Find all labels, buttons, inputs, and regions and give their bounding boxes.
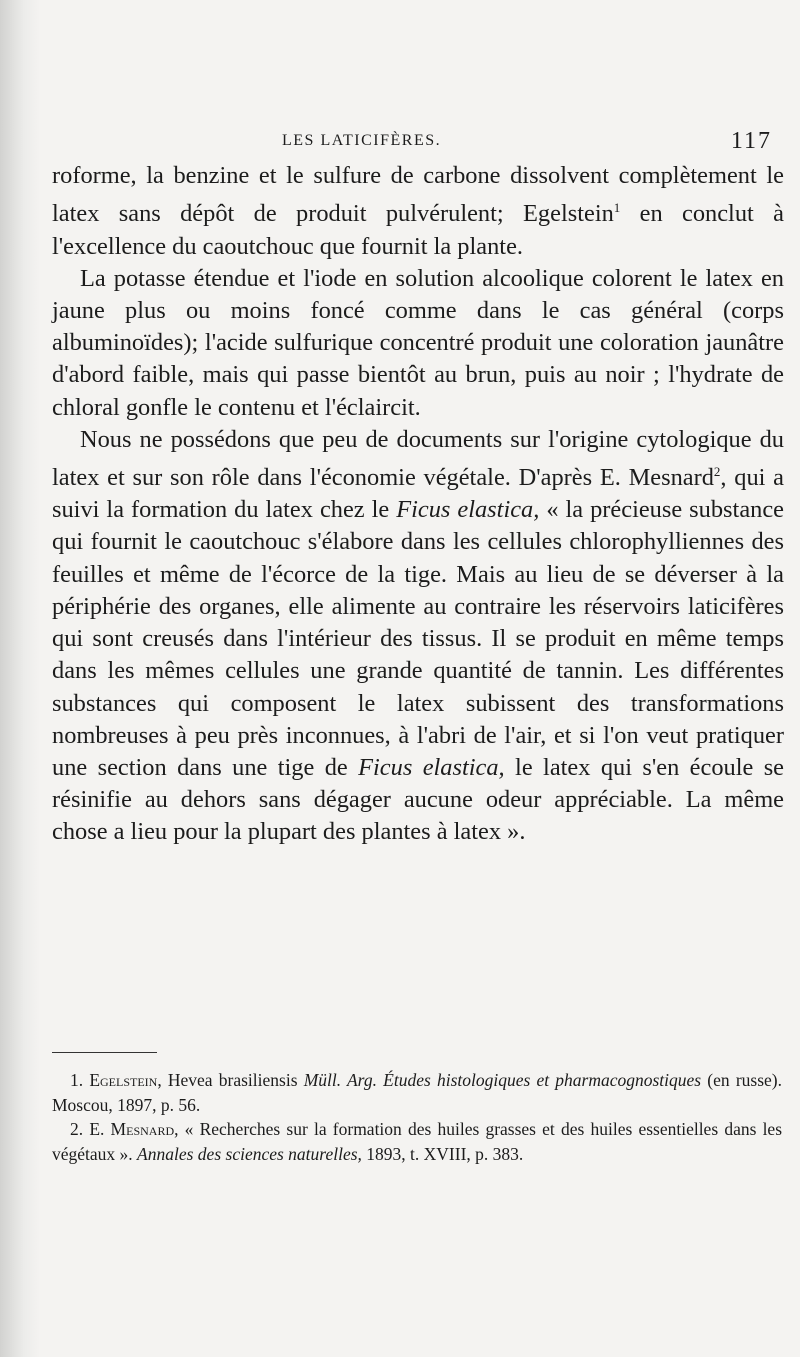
footnote-ref: 1 xyxy=(613,200,621,216)
species-name: Ficus elastica, xyxy=(396,496,540,524)
footnote-text: (en russe). Moscou, 1897, p. 56. xyxy=(52,1070,783,1115)
body-text xyxy=(52,160,784,849)
footnote-italic: Müll. Arg. Études histologiques et pharmacognostiques xyxy=(303,1070,702,1090)
footnote xyxy=(52,1117,782,1166)
footnote-italic: Annales des sciences naturelles, xyxy=(137,1143,362,1164)
page-header xyxy=(52,128,782,158)
paragraph xyxy=(52,160,784,263)
species-name: Ficus elastica, xyxy=(358,753,505,781)
page-number: 117 xyxy=(730,128,772,154)
paragraph-text: Nous ne possédons que peu de documents sur l'origine cytologique du latex et sur son rôle dans l'économie végétale. D'après E. Mesnard xyxy=(52,425,784,492)
footnote-number: 1. xyxy=(70,1070,84,1090)
paragraph-text: , qui a suivi la formation du latex chez le xyxy=(52,464,784,524)
footnotes xyxy=(52,1068,782,1166)
footnote-number: 2. xyxy=(70,1119,84,1139)
footnote-separator xyxy=(52,1052,157,1053)
paragraph: La potasse étendue et l'iode en solution alcoolique colorent le latex en jaune plus ou moins foncé comme dans le cas général (corps albuminoïdes); l'acide sulfurique concentré produit une coloration jaunâtre d'abord faible, mais qui passe bientôt au brun, puis au noir ; l'hydrate de chloral gonfle le contenu et l'éclaircit. xyxy=(52,264,784,421)
paragraph-text: en conclut à l'excellence du caoutchouc que fournit la plante. xyxy=(52,200,784,260)
footnote-author: Egelstein, xyxy=(89,1070,162,1090)
footnote-text: 1893, t. XVIII, p. 383. xyxy=(361,1143,524,1164)
paragraph-text: roforme, la benzine et le sulfure de carbone dissolvent complètement le latex sans dépôt de produit pulvérulent; Egelstein xyxy=(52,162,784,228)
footnote xyxy=(52,1068,782,1117)
footnote-author: E. Mesnard, xyxy=(89,1119,179,1139)
footnote-ref: 2 xyxy=(713,463,721,479)
footnote-text: Hevea brasiliensis xyxy=(161,1070,304,1090)
paragraph-text: le latex qui s'en écoule se résinifie au dehors sans dégager aucune odeur appréciable. La même chose a lieu pour la plupart des plantes à latex ». xyxy=(52,753,785,846)
paragraph xyxy=(52,424,784,849)
page-edge-shadow xyxy=(0,0,40,1357)
footnote-text: « Recherches sur la formation des huiles grasses et des huiles essentielles dans les végétaux ». xyxy=(52,1119,783,1164)
running-title: LES LATICIFÈRES. xyxy=(282,132,442,149)
paragraph-text: « la précieuse substance qui fournit le caoutchouc s'élabore dans les cellules chlorophylliennes des feuilles et même de l'écorce de la tige. Mais au lieu de se déverser à la périphérie des organes, elle alimente au contraire les réservoirs laticifères qui sont creusés dans l'intérieur des tissus. Il se produit en même temps dans les mêmes cellules une grande quantité de tannin. Les différentes substances qui composent le latex subissent des transformations nombreuses à peu près inconnues, à l'abri de l'air, et si l'on veut pratiquer une section dans une tige de xyxy=(52,496,784,781)
